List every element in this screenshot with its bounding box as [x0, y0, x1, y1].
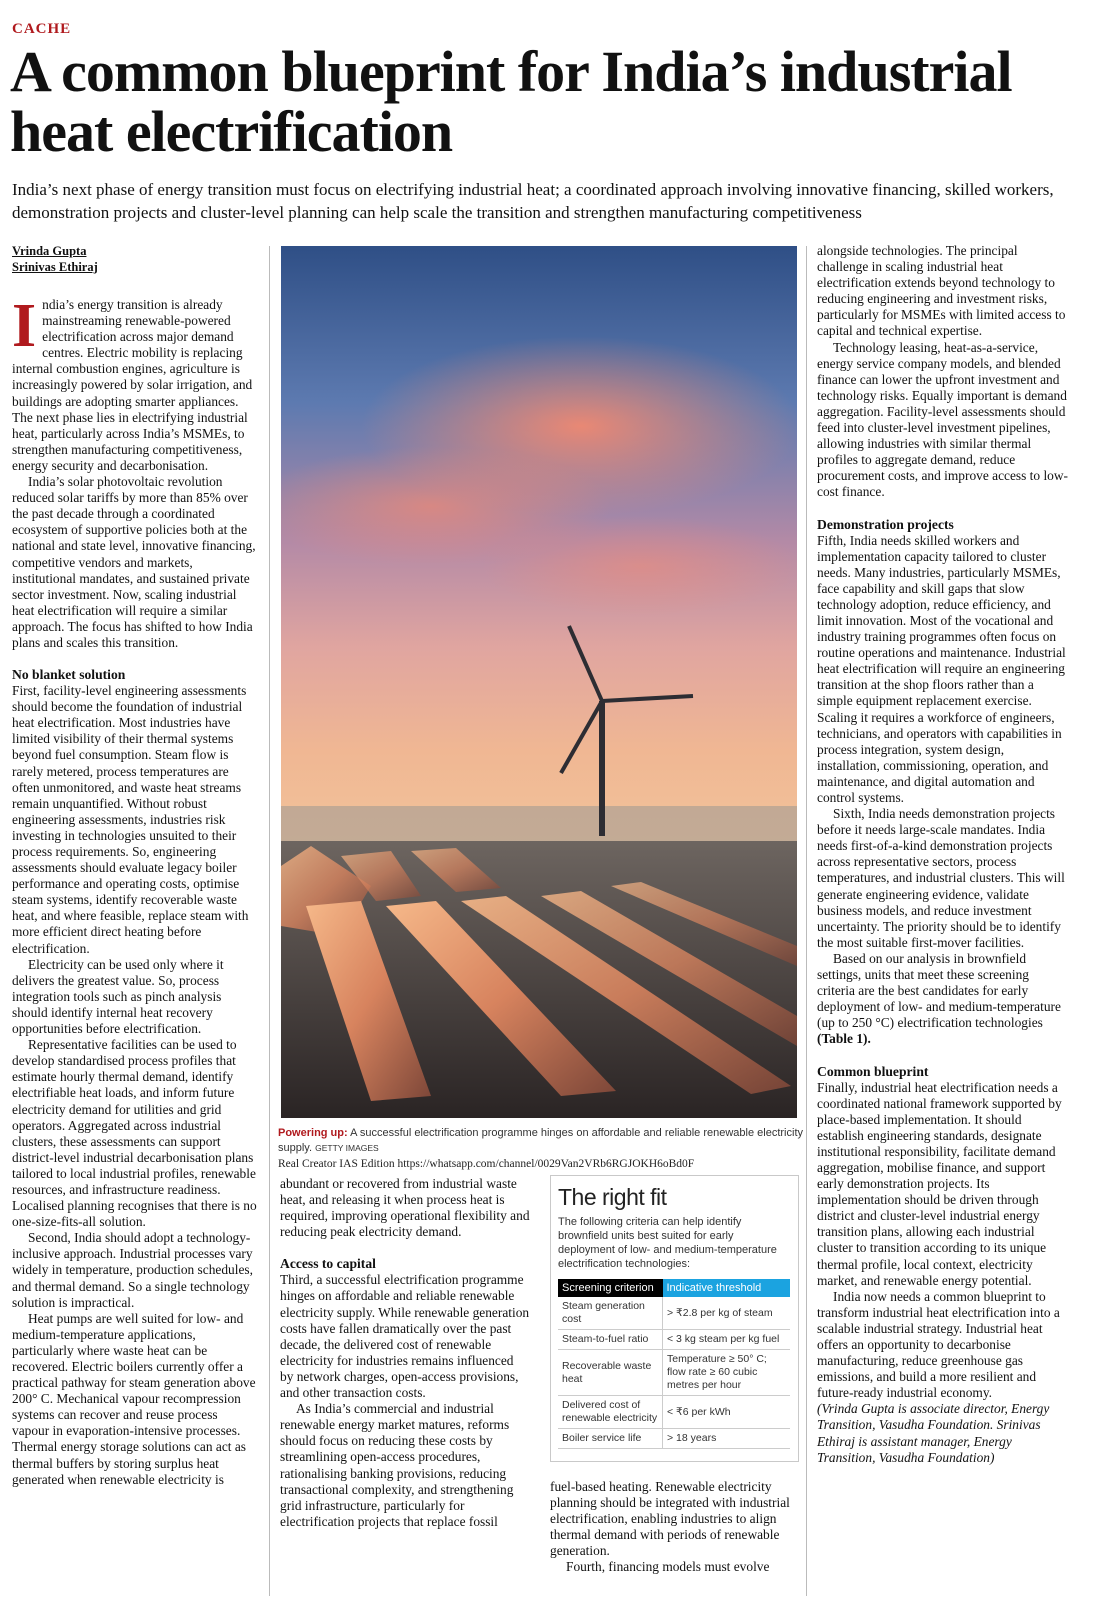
caption-text: A successful electrification programme hinges on affordable and reliable renewable electricity supply.	[278, 1127, 803, 1154]
paragraph: fuel-based heating. Renewable electricity planning should be integrated with industrial electrification, enabling industries to align thermal demand with periods of renewable generation.	[550, 1479, 790, 1559]
subheading: Demonstration projects	[817, 516, 954, 532]
paragraph: Sixth, India needs demonstration projects before it needs large-scale mandates. India needs first-of-a-kind demonstration projects across representative sectors, process temperatures, and industrial clusters. This will generate engineering evidence, validate business models, and reduce investment uncertainty. The priority should be to identify the most suitable first-mover facilities.	[817, 806, 1065, 950]
table-row	[558, 1396, 790, 1429]
table-cell: Delivered cost of renewable electricity	[558, 1396, 663, 1429]
source-line: Real Creator IAS Edition https://whatsapp.com/channel/0029Van2VRb6RGJOKH6oBd0F	[278, 1158, 695, 1170]
drop-cap: I	[12, 292, 37, 360]
table-description: The following criteria can help identify brownfield units best suited for early deployment of low- and medium-temperature electrification technologies:	[558, 1216, 777, 1270]
table-row	[558, 1297, 790, 1330]
author-byline[interactable]: Vrinda Gupta	[12, 244, 87, 258]
intro-paragraph: India’s energy transition is already mainstreaming renewable-powered electrification across major demand centres. Electric mobility is replacing internal combustion engines, agriculture is increasingly powered by solar irrigation, and buildings are adopting smarter appliances. The next phase lies in electrifying industrial heat, particularly across India’s MSMEs, to strengthen manufacturing competitiveness, energy security and decarbonisation.	[12, 292, 253, 473]
article-column-4	[817, 243, 1069, 1466]
paragraph: abundant or recovered from industrial waste heat, and releasing it when process heat is required, improving operational flexibility and reducing peak electricity demand.	[280, 1176, 530, 1240]
table-cell: < ₹6 per kWh	[663, 1396, 791, 1429]
headline: A common blueprint for India’s industrial heat electrification	[10, 39, 1012, 164]
paragraph: India’s solar photovoltaic revolution reduced solar tariffs by more than 85% over the past decade through a coordinated ecosystem of supportive policies both at the national and state level, innovative financing, competitive vendors and markets, institutional mandates, and sustained private sector investment. Now, scaling industrial heat electrification will require a similar approach. The focus has shifted to how India plans and scales this transition.	[12, 474, 256, 650]
table-cell: Recoverable waste heat	[558, 1350, 663, 1396]
table-cell: Boiler service life	[558, 1429, 663, 1449]
table-cell: Temperature ≥ 50° C; flow rate ≥ 60 cubic metres per hour	[663, 1350, 791, 1396]
paragraph: alongside technologies. The principal challenge in scaling industrial heat electrification extends beyond technology to reducing engineering and investment risks, particularly for MSMEs with limited access to capital and technical expertise.	[817, 243, 1066, 339]
the-right-fit-table-box	[550, 1175, 799, 1462]
author-byline[interactable]: Srinivas Ethiraj	[12, 260, 98, 274]
paragraph: Fifth, India needs skilled workers and implementation capacity tailored to cluster needs. Many industries, particularly MSMEs, face capability and skill gaps that slow technology adoption, reduce efficiency, and limit innovation. Most of the vocational and industry training programmes often focus on routine operations and maintenance. Industrial heat electrification will require an engineering transition at the shop floors rather than a simple equipment replacement exercise. Scaling it requires a workforce of engineers, technicians, and operators with capabilities in process integration, system design, installation, commissioning, operation, and maintenance, and digital automation and control systems.	[817, 532, 1066, 805]
photo-credit: GETTY IMAGES	[315, 1143, 379, 1153]
author-bio: (Vrinda Gupta is associate director, Energy Transition, Vasudha Foundation. Srinivas Ethiraj is assistant manager, Energy Transition, Vasudha Foundation)	[817, 1401, 1050, 1465]
article-photo-wind-turbine-solar-farm	[281, 246, 797, 1118]
paragraph: Fourth, financing models must evolve	[566, 1559, 770, 1575]
photo-caption	[278, 1126, 803, 1156]
paragraph: India now needs a common blueprint to transform industrial heat electrification into a scalable industrial strategy. Industrial heat offers an opportunity to decarbonise manufacturing, reduce greenhouse gas emissions, and build a more resilient and future-ready industrial economy.	[817, 1288, 1060, 1401]
table-cell: > ₹2.8 per kg of steam	[663, 1297, 791, 1330]
table-cell: Steam-to-fuel ratio	[558, 1330, 663, 1350]
subheading: Access to capital	[280, 1256, 376, 1272]
table-cell: Steam generation cost	[558, 1297, 663, 1330]
subheading: No blanket solution	[12, 667, 126, 683]
paragraph: Second, India should adopt a technology-inclusive approach. Industrial processes vary widely in temperature, production schedules, and thermal demand. So a single technology solution is impractical.	[12, 1230, 253, 1310]
paragraph: As India’s commercial and industrial renewable energy market matures, reforms should focus on reducing these costs by streamlining open-access procedures, rationalising banking provisions, reducing transactional complexity, and strengthening grid infrastructure, particularly for electrification projects that replace fossil	[280, 1401, 514, 1529]
table-cell: < 3 kg steam per kg fuel	[663, 1330, 791, 1350]
table-row	[558, 1330, 790, 1350]
article-column-1	[12, 243, 258, 1488]
paragraph: Third, a successful electrification programme hinges on affordable and reliable renewable electricity supply. While renewable generation costs have fallen dramatically over the past decade, the delivered cost of renewable electricity for industries remains influenced by network charges, open-access provisions, and other transaction costs.	[280, 1272, 530, 1401]
section-kicker: CACHE	[12, 21, 72, 37]
paragraph: Electricity can be used only where it delivers the greatest value. So, process integration tools such as pinch analysis should identify internal heat recovery opportunities before electrification.	[12, 956, 224, 1037]
table-row	[558, 1350, 790, 1396]
caption-lead: Powering up:	[278, 1127, 348, 1139]
column-divider	[269, 246, 270, 1596]
article-column-2	[280, 1176, 530, 1530]
table-title: The right fit	[558, 1184, 667, 1210]
paragraph: Technology leasing, heat-as-a-service, energy service company models, and blended finance can lower the upfront investment and technology risks. Equally important is demand aggregation. Facility-level assessments should feed into cluster-level investment pipelines, allowing industries with similar thermal profiles to aggregate demand, reduce procurement costs, and improve access to low-cost finance.	[817, 339, 1068, 500]
column-divider	[806, 246, 807, 1596]
paragraph: Finally, industrial heat electrification needs a coordinated national framework supported by place-based implementation. It should establish engineering standards, designate institutional responsibility, facilitate demand aggregation, mobilise finance, and support early demonstration projects. Its implementation should be driven through district and cluster-level industrial energy transition plans, allowing each industrial cluster to transition according to its unique thermal profile, local context, electricity market, and renewable energy potential.	[817, 1079, 1062, 1288]
subheading: Common blueprint	[817, 1063, 929, 1079]
screening-criteria-table	[558, 1279, 790, 1449]
paragraph: Based on our analysis in brownfield settings, units that meet these screening criteria are the best candidates for early deployment of low- and medium-temperature (up to 250 °C) electrification technologies (Table 1).	[817, 950, 1061, 1047]
table-reference[interactable]: (Table 1).	[817, 1031, 871, 1047]
table-row	[558, 1429, 790, 1449]
table-header: Indicative threshold	[663, 1279, 791, 1297]
paragraph: Representative facilities can be used to develop standardised process profiles that estimate hourly thermal demand, identify electrifiable heat loads, and inform future electricity demand for utilities and grid operators. Aggregated across industrial clusters, these assessments can support district-level industrial decarbonisation plans tailored to local industrial profiles, renewable resources, and infrastructure readiness. Localised planning recognises that there is no one-size-fits-all solution.	[12, 1037, 257, 1230]
table-header: Screening criterion	[558, 1279, 663, 1297]
table-cell: > 18 years	[663, 1429, 791, 1449]
paragraph: Heat pumps are well suited for low- and medium-temperature applications, particularly where waste heat can be recovered. Electric boilers currently offer a practical pathway for steam generation above 200° C. Mechanical vapour recompression systems can recover and reuse process vapour in evaporation-intensive processes. Thermal energy storage solutions can act as thermal buffers by storing surplus heat generated when renewable electricity is	[12, 1310, 256, 1487]
paragraph: First, facility-level engineering assessments should become the foundation of industrial heat electrification. Most industries have limited visibility of their thermal systems beyond fuel consumption. Steam flow is rarely metered, process temperatures are often unmonitored, and waste heat streams remain unquantified. Without robust engineering assessments, industries risk investing in technologies unsuited to their process requirements. So, engineering assessments should evaluate legacy boiler performance and operating costs, optimise steam systems, identify recoverable waste heat, and where feasible, replace steam with more efficient direct heating before electrification.	[12, 683, 249, 956]
table-header-row	[558, 1279, 790, 1297]
standfirst: India’s next phase of energy transition must focus on electrifying industrial heat; a coordinated approach involving innovative financing, skilled workers, demonstration projects and cluster-level planning can help scale the transition and strengthen manufacturing competitiveness	[12, 180, 1054, 222]
photo-illustration	[281, 246, 797, 1118]
article-column-3	[550, 1479, 800, 1576]
